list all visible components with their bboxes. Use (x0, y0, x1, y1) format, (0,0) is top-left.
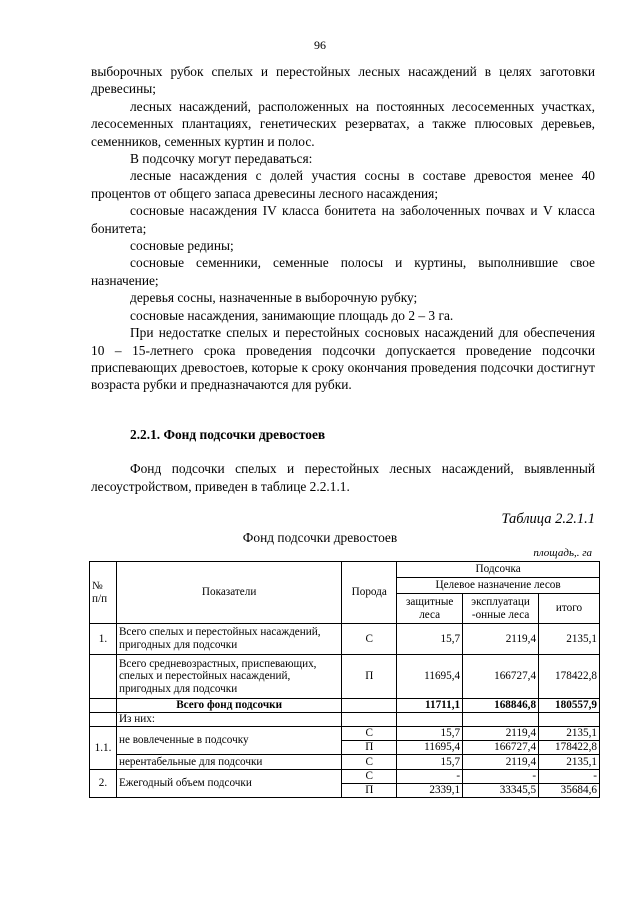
table-row (90, 655, 600, 699)
cell-protective: 11695,4 (397, 655, 463, 699)
header-num: № п/п (90, 562, 117, 624)
row-label: Из них: (116, 713, 341, 727)
cell-total: 35684,6 (539, 784, 600, 798)
cell-protective: 15,7 (397, 624, 463, 655)
cell-total: 2135,1 (539, 755, 600, 770)
table-label: Таблица 2.2.1.1 (501, 511, 595, 527)
paragraph: сосновые насаждения, занимающие площадь до 2 – 3 га. (130, 307, 454, 323)
row-species: С (342, 727, 397, 741)
cell-protective: 15,7 (397, 727, 463, 741)
table-row (90, 770, 600, 784)
cell-exploit: 33345,5 (463, 784, 539, 798)
paragraph: сосновые семенники, семенные полосы и куртины, выполнившие свое назначение; (91, 255, 595, 288)
cell-exploit: 2119,4 (463, 755, 539, 770)
table-unit: площадь,. га (533, 547, 592, 559)
cell-exploit: 166727,4 (463, 655, 539, 699)
table-row (90, 727, 600, 741)
cell-protective: - (397, 770, 463, 784)
header-podsochka: Подсочка (397, 562, 600, 578)
data-table (89, 561, 600, 798)
paragraph: В подсочку могут передаваться: (130, 151, 313, 167)
body-text (91, 63, 595, 394)
paragraph: деревья сосны, назначенные в выборочную рубку; (130, 290, 418, 306)
table-row (90, 713, 600, 727)
row-label: нерентабельные для подсочки (116, 755, 341, 770)
header-total: итого (539, 594, 600, 624)
paragraph: сосновые насаждения IV класса бонитета на заболоченных почвах и V класса бонитета; (91, 203, 595, 236)
row-label: Всего спелых и перестойных насаждений, пригодных для подсочки (116, 624, 341, 655)
cell-total: - (539, 770, 600, 784)
row-num: 2. (90, 770, 117, 798)
cell-protective: 11695,4 (397, 741, 463, 755)
cell-protective: 11711,1 (397, 699, 463, 713)
row-species: П (342, 784, 397, 798)
cell-exploit: 2119,4 (463, 727, 539, 741)
paragraph: Фонд подсочки спелых и перестойных лесных насаждений, выявленный лесоустройством, приведен в таблице 2.2.1.1. (91, 461, 595, 494)
table-title: Фонд подсочки древостоев (242, 530, 398, 545)
cell-total: 178422,8 (539, 655, 600, 699)
paragraph: выборочных рубок спелых и перестойных лесных насаждений в целях заготовки древесины; (91, 64, 595, 97)
row-species: П (342, 655, 397, 699)
row-species: С (342, 770, 397, 784)
row-species: С (342, 755, 397, 770)
paragraph: сосновые редины; (130, 238, 234, 254)
page-number: 96 (314, 38, 326, 52)
header-protective: защитные леса (397, 594, 463, 624)
header-purpose: Целевое назначение лесов (397, 578, 600, 594)
row-species: П (342, 741, 397, 755)
cell-exploit: - (463, 770, 539, 784)
cell-total: 2135,1 (539, 624, 600, 655)
cell-total: 178422,8 (539, 741, 600, 755)
table-row (90, 755, 600, 770)
row-label: Всего фонд подсочки (116, 699, 341, 713)
section-heading: 2.2.1. Фонд подсочки древостоев (130, 427, 326, 442)
cell-exploit: 2119,4 (463, 624, 539, 655)
paragraph: лесные насаждения с долей участия сосны в составе древостоя менее 40 процентов от общего запаса древесины лесного насаждения; (91, 168, 595, 201)
paragraph: При недостатке спелых и перестойных сосновых насаждений для обеспечения 10 – 15-летнего срока проведения подсочки допускается проведение подсочки приспевающих древостоев, которые к сроку окончания проведения подсочки достигнут возраста рубки и предназначаются для рубки. (91, 325, 595, 393)
row-species: С (342, 624, 397, 655)
header-indicators: Показатели (116, 562, 341, 624)
row-label: Всего средневозрастных, приспевающих, спелых и перестойных насаждений, пригодных для подсочки (116, 655, 341, 699)
row-num: 1.1. (90, 727, 117, 770)
row-num: 1. (90, 624, 117, 655)
cell-total: 2135,1 (539, 727, 600, 741)
table-row (90, 699, 600, 713)
table-row (90, 624, 600, 655)
cell-protective: 2339,1 (397, 784, 463, 798)
row-label: не вовлеченные в подсочку (116, 727, 341, 755)
cell-total: 180557,9 (539, 699, 600, 713)
header-exploit: эксплуатаци -онные леса (463, 594, 539, 624)
row-label: Ежегодный объем подсочки (116, 770, 341, 798)
cell-exploit: 166727,4 (463, 741, 539, 755)
header-species: Порода (342, 562, 397, 624)
cell-protective: 15,7 (397, 755, 463, 770)
cell-exploit: 168846,8 (463, 699, 539, 713)
paragraph: лесных насаждений, расположенных на постоянных лесосеменных участках, лесосеменных плантациях, генетических резерватах, а также плюсовых деревьев, семенников, семенных куртин и полос. (91, 98, 595, 149)
